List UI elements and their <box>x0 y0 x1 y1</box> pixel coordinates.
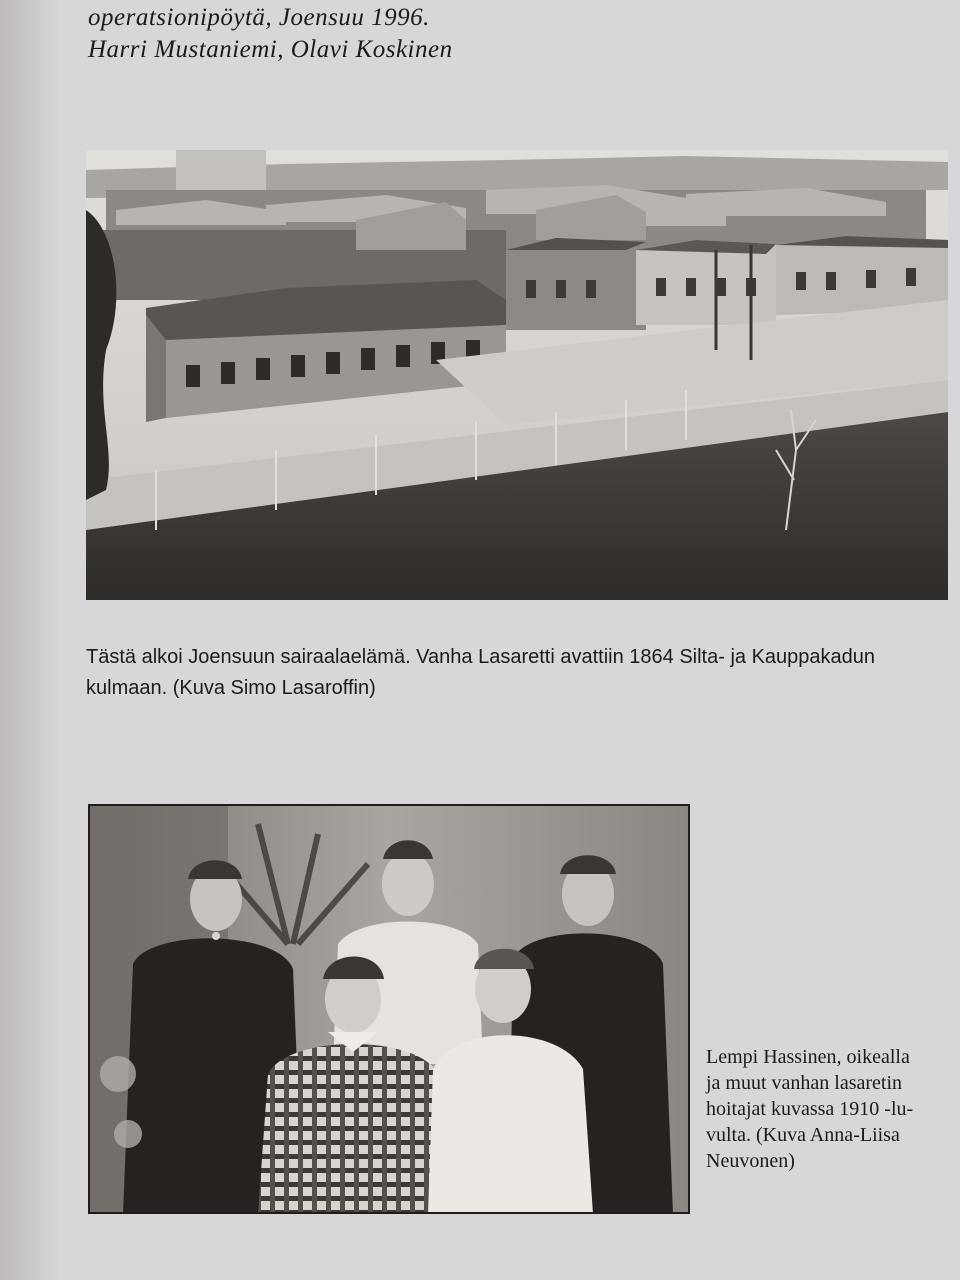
figure2-caption-line-2: ja muut vanhan lasaretin <box>706 1072 903 1094</box>
top-caption-line-1: operatsionipöytä, Joensuu 1996. <box>88 4 430 31</box>
figure2-caption-line-1: Lempi Hassinen, oikealla <box>706 1046 910 1068</box>
figure1-caption-line-2: kulmaan. (Kuva Simo Lasaroffin) <box>86 677 376 699</box>
figure2-caption-line-4: vulta. (Kuva Anna-Liisa <box>706 1124 900 1146</box>
figure2-caption <box>706 1044 956 1174</box>
page-edge-shadow <box>0 0 60 1280</box>
figure1-caption-line-1: Tästä alkoi Joensuun sairaalaelämä. Vanha Lasaretti avattiin 1864 Silta- ja Kauppakadun <box>86 646 876 668</box>
figure2-caption-line-3: hoitajat kuvassa 1910 -lu- <box>706 1098 914 1120</box>
nurses-portrait-photo <box>88 804 690 1214</box>
town-view-photo <box>86 150 948 600</box>
top-caption <box>88 2 788 66</box>
figure1-caption <box>86 642 956 704</box>
figure2-caption-line-5: Neuvonen) <box>706 1150 795 1172</box>
top-caption-line-2: Harri Mustaniemi, Olavi Koskinen <box>88 36 453 63</box>
